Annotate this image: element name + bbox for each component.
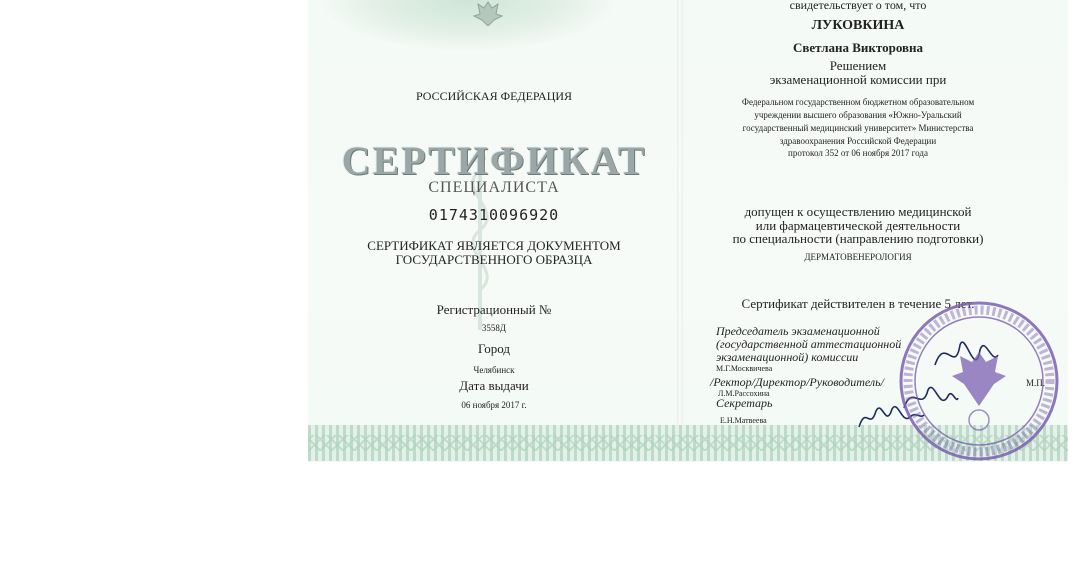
holder-surname: ЛУКОВКИНА [811, 18, 905, 33]
certificate-subtitle: СПЕЦИАЛИСТА [428, 179, 560, 196]
chair-title-line-2: (государственной аттестационной [716, 337, 902, 351]
certificate-title: СЕРТИФИКАТ [341, 138, 647, 183]
admission-line-3: по специальности (направлению подготовки) [732, 231, 984, 246]
issue-date-label: Дата выдачи [459, 378, 529, 393]
registration-label: Регистрационный № [436, 302, 552, 317]
country-label: РОССИЙСКАЯ ФЕДЕРАЦИЯ [415, 89, 573, 103]
rector-title: /Ректор/Директор/Руководитель/ [710, 375, 884, 389]
chair-name: М.Г.Москвичева [716, 364, 773, 373]
city-value: Челябинск [473, 365, 515, 375]
validity-text: Сертификат действителен в течение 5 лет. [741, 296, 975, 311]
holder-name: Светлана Викторовна [792, 40, 924, 55]
issue-date-value: 06 ноября 2017 г. [461, 400, 527, 410]
chair-title-line-1: Председатель экзаменационной [716, 324, 880, 338]
rector-name: Л.М.Рассохина [718, 389, 770, 398]
organization-line-3: государственный медицинский университет» Министерства [742, 123, 974, 133]
registration-value: 3558Д [481, 323, 507, 333]
state-document-line-2: ГОСУДАРСТВЕННОГО ОБРАЗЦА [395, 252, 593, 267]
chair-title-line-3: экзаменационной) комиссии [716, 350, 859, 364]
specialty-value: ДЕРМАТОВЕНЕРОЛОГИЯ [804, 252, 912, 262]
city-label: Город [477, 341, 511, 356]
official-seal-stamp [898, 300, 1060, 462]
left-page [308, 0, 680, 462]
organization-line-1: Федеральном государственном бюджетном образовательном [741, 97, 975, 107]
organization-line-4: здравоохранения Российской Федерации [779, 136, 937, 146]
certificate-number: 0174310096920 [428, 206, 560, 224]
intro-text: свидетельствует о том, что [789, 0, 927, 12]
protocol-line: протокол 352 от 06 ноября 2017 года [788, 148, 928, 158]
admission-line-1: допущен к осуществлению медицинской [744, 204, 972, 219]
admission-line-2: или фармацевтической деятельности [755, 218, 961, 233]
secretary-title: Секретарь [716, 396, 773, 410]
state-document-line-1: СЕРТИФИКАТ ЯВЛЯЕТСЯ ДОКУМЕНТОМ [367, 238, 621, 253]
seal-place-label: М.П. [1026, 378, 1046, 388]
decision-line-2: экзаменационной комиссии при [769, 72, 947, 87]
organization-line-2: учреждении высшего образования «Южно-Уральский [754, 110, 962, 120]
secretary-name: Е.Н.Матвеева [720, 416, 767, 425]
decision-line-1: Решением [829, 58, 887, 73]
